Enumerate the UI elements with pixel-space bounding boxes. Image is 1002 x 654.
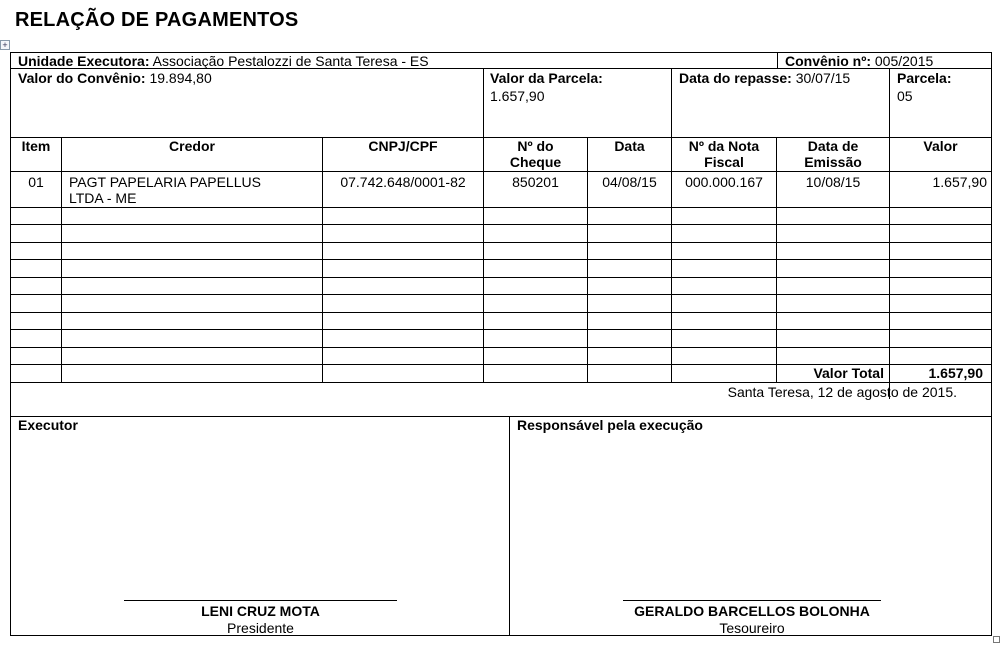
valor-convenio-label: Valor do Convênio: bbox=[18, 70, 146, 86]
unidade-value: Associação Pestalozzi de Santa Teresa - ES bbox=[149, 53, 429, 69]
col-cheque-header bbox=[484, 138, 587, 170]
valor-convenio-value: 19.894,80 bbox=[145, 70, 212, 86]
responsavel-name: GERALDO BARCELLOS BOLONHA bbox=[634, 603, 870, 619]
table-resize-handle-icon[interactable] bbox=[993, 636, 1000, 643]
responsavel-signature-line bbox=[623, 600, 881, 601]
data-repasse-value: 30/07/15 bbox=[791, 70, 851, 86]
responsavel-role: Tesoureiro bbox=[719, 620, 785, 636]
col-item-header: Item bbox=[21, 138, 51, 154]
total-label: Valor Total bbox=[813, 365, 884, 381]
executor-name: LENI CRUZ MOTA bbox=[201, 603, 320, 619]
col-cheque-line2: Cheque bbox=[509, 154, 562, 170]
row1-nota: 000.000.167 bbox=[685, 174, 763, 190]
unidade-label: Unidade Executora: bbox=[18, 53, 150, 69]
row1-cnpj: 07.742.648/0001-82 bbox=[340, 174, 466, 190]
executor-role: Presidente bbox=[227, 620, 294, 636]
convenio-label: Convênio nº: bbox=[785, 53, 871, 69]
col-nota-header bbox=[672, 138, 776, 170]
row1-credor-line2: LTDA - ME bbox=[69, 190, 137, 206]
row1-credor-line1: PAGT PAPELARIA PAPELLUS bbox=[69, 174, 261, 190]
col-emissao-header bbox=[777, 138, 889, 170]
convenio-numero bbox=[785, 53, 990, 69]
executor-label: Executor bbox=[18, 417, 78, 433]
row1-cheque: 850201 bbox=[512, 174, 559, 190]
row1-emissao: 10/08/15 bbox=[805, 174, 861, 190]
total-value: 1.657,90 bbox=[928, 365, 983, 381]
col-credor-header: Credor bbox=[169, 138, 215, 154]
data-repasse-label: Data do repasse: bbox=[679, 70, 792, 86]
col-emissao-line2: Emissão bbox=[804, 154, 862, 170]
executor-signature-line bbox=[124, 600, 397, 601]
payments-table bbox=[10, 52, 992, 636]
parcela bbox=[897, 70, 989, 104]
parcela-value: 05 bbox=[897, 88, 913, 104]
responsavel-label: Responsável pela execução bbox=[517, 417, 703, 433]
table-move-handle-icon[interactable]: + bbox=[0, 40, 10, 50]
col-nota-line1: Nº da Nota bbox=[688, 138, 760, 154]
valor-parcela-label: Valor da Parcela: bbox=[490, 70, 603, 86]
row1-credor bbox=[69, 174, 319, 206]
place-date: Santa Teresa, 12 de agosto de 2015. bbox=[727, 384, 957, 400]
col-cnpj-header: CNPJ/CPF bbox=[368, 138, 438, 154]
page-title: RELAÇÃO DE PAGAMENTOS bbox=[15, 9, 299, 31]
row1-data: 04/08/15 bbox=[602, 174, 657, 190]
col-emissao-line1: Data de bbox=[807, 138, 859, 154]
parcela-label: Parcela: bbox=[897, 70, 952, 86]
col-data-header: Data bbox=[614, 138, 645, 154]
valor-convenio bbox=[18, 70, 478, 86]
col-nota-line2: Fiscal bbox=[704, 154, 744, 170]
convenio-value: 005/2015 bbox=[871, 53, 934, 69]
valor-parcela bbox=[490, 70, 670, 104]
unidade-executora bbox=[18, 53, 778, 69]
col-valor-header: Valor bbox=[923, 138, 958, 154]
valor-parcela-value: 1.657,90 bbox=[490, 88, 545, 104]
row1-valor: 1.657,90 bbox=[932, 174, 987, 190]
data-repasse bbox=[679, 70, 887, 86]
col-cheque-line1: Nº do bbox=[517, 138, 554, 154]
row1-item: 01 bbox=[28, 174, 44, 190]
